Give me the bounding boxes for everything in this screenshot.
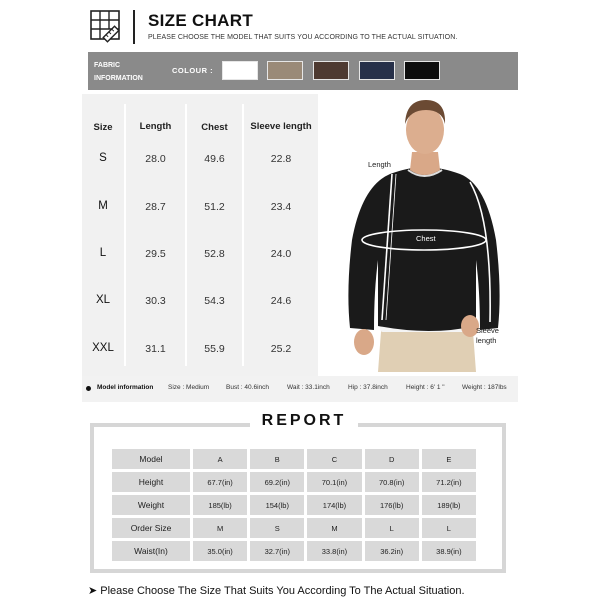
report-cell: L	[422, 518, 476, 538]
length-m: 28.7	[145, 201, 166, 213]
size-m: M	[98, 200, 108, 212]
report-cell: 69.2(in)	[250, 472, 304, 492]
sleeve-length-label: Sleeve length	[476, 326, 499, 345]
report-cell: 32.7(in)	[250, 541, 304, 561]
column-divider	[242, 104, 244, 366]
length-s: 28.0	[145, 153, 166, 165]
model-size: Size : Medium	[168, 384, 210, 391]
report-cell: S	[250, 518, 304, 538]
sleeve-s: 22.8	[270, 153, 292, 165]
report-frame-top-left	[90, 423, 250, 427]
report-cell: B	[250, 449, 304, 469]
colour-swatch-white[interactable]	[222, 61, 258, 80]
fabric-colour-bar	[88, 52, 518, 90]
chest-s: 49.6	[204, 153, 225, 165]
colour-swatch-khaki[interactable]	[267, 61, 303, 80]
model-photo	[320, 90, 516, 372]
page-title: SIZE CHART	[148, 11, 253, 30]
report-cell: M	[307, 518, 361, 538]
sleeve-xl: 24.6	[270, 295, 292, 307]
report-cell: 185(lb)	[193, 495, 247, 515]
chest-label: Chest	[416, 234, 436, 243]
header-size: Size	[93, 122, 113, 133]
model-hip: Hip : 37.8inch	[348, 384, 388, 391]
header-chest: Chest	[201, 122, 228, 133]
size-xl: XL	[95, 294, 111, 306]
size-table	[82, 94, 318, 376]
model-weight: Weight : 187lbs	[462, 384, 507, 391]
report-cell: 189(lb)	[422, 495, 476, 515]
chest-xl: 54.3	[204, 295, 225, 307]
report-cell: 38.9(in)	[422, 541, 476, 561]
footer-note: ➤ Please Choose The Size That Suits You According To The Actual Situation.	[88, 585, 465, 597]
header-length: Length	[139, 121, 172, 132]
sleeve-xxl: 25.2	[270, 343, 292, 355]
report-label-height: Height	[112, 472, 190, 492]
chest-m: 51.2	[204, 201, 225, 213]
size-s: S	[99, 152, 107, 164]
colour-swatch-black[interactable]	[404, 61, 440, 80]
length-l: 29.5	[145, 248, 166, 260]
report-cell: 174(lb)	[307, 495, 361, 515]
length-xl: 30.3	[145, 295, 166, 307]
bullet-icon	[86, 386, 91, 391]
model-information-title: Model information	[97, 384, 154, 391]
model-bust: Bust : 40.6inch	[226, 384, 269, 391]
sleeve-l: 24.0	[270, 248, 292, 260]
model-waist: Wait : 33.1inch	[287, 384, 330, 391]
chest-l: 52.8	[204, 248, 225, 260]
header-sleeve-length: Sleeve length	[250, 121, 312, 132]
report-cell: D	[365, 449, 419, 469]
chest-xxl: 55.9	[204, 343, 225, 355]
report-cell: A	[193, 449, 247, 469]
report-cell: 154(lb)	[250, 495, 304, 515]
column-divider	[185, 104, 187, 366]
report-cell: 71.2(in)	[422, 472, 476, 492]
page-subtitle: PLEASE CHOOSE THE MODEL THAT SUITS YOU ACCORDING TO THE ACTUAL SITUATION.	[148, 34, 458, 41]
report-cell: L	[365, 518, 419, 538]
header-divider	[133, 10, 135, 44]
report-table	[109, 446, 479, 564]
report-cell: 36.2in)	[365, 541, 419, 561]
report-title: REPORT	[261, 412, 347, 429]
sleeve-m: 23.4	[270, 201, 292, 213]
report-cell: 70.1(in)	[307, 472, 361, 492]
report-cell: M	[193, 518, 247, 538]
report-row-order-size	[112, 518, 476, 538]
report-row-height	[112, 472, 476, 492]
colour-swatch-navy[interactable]	[359, 61, 395, 80]
colour-swatch-brown[interactable]	[313, 61, 349, 80]
report-row-model	[112, 449, 476, 469]
model-information-bar	[82, 376, 518, 402]
report-frame-top-right	[358, 423, 506, 427]
column-divider	[124, 104, 126, 366]
size-xxl: XXL	[92, 342, 114, 354]
length-label: Length	[368, 160, 391, 169]
size-chart-icon	[90, 10, 124, 44]
report-cell: 70.8(in)	[365, 472, 419, 492]
length-xxl: 31.1	[145, 343, 166, 355]
report-cell: 35.0(in)	[193, 541, 247, 561]
report-cell: 176(lb)	[365, 495, 419, 515]
report-label-order-size: Order Size	[112, 518, 190, 538]
model-height: Height : 6' 1 "	[406, 384, 445, 391]
report-label-weight: Weight	[112, 495, 190, 515]
fabric-information-label: FABRIC INFORMATION	[94, 62, 143, 82]
size-l: L	[99, 247, 107, 259]
report-label-waist: Waist(In)	[112, 541, 190, 561]
report-cell: C	[307, 449, 361, 469]
size-chart-header	[88, 6, 518, 48]
report-row-waist	[112, 541, 476, 561]
report-row-weight	[112, 495, 476, 515]
report-cell: 33.8(in)	[307, 541, 361, 561]
report-cell: E	[422, 449, 476, 469]
report-label-model: Model	[112, 449, 190, 469]
report-cell: 67.7(in)	[193, 472, 247, 492]
colour-label: COLOUR :	[172, 66, 214, 75]
